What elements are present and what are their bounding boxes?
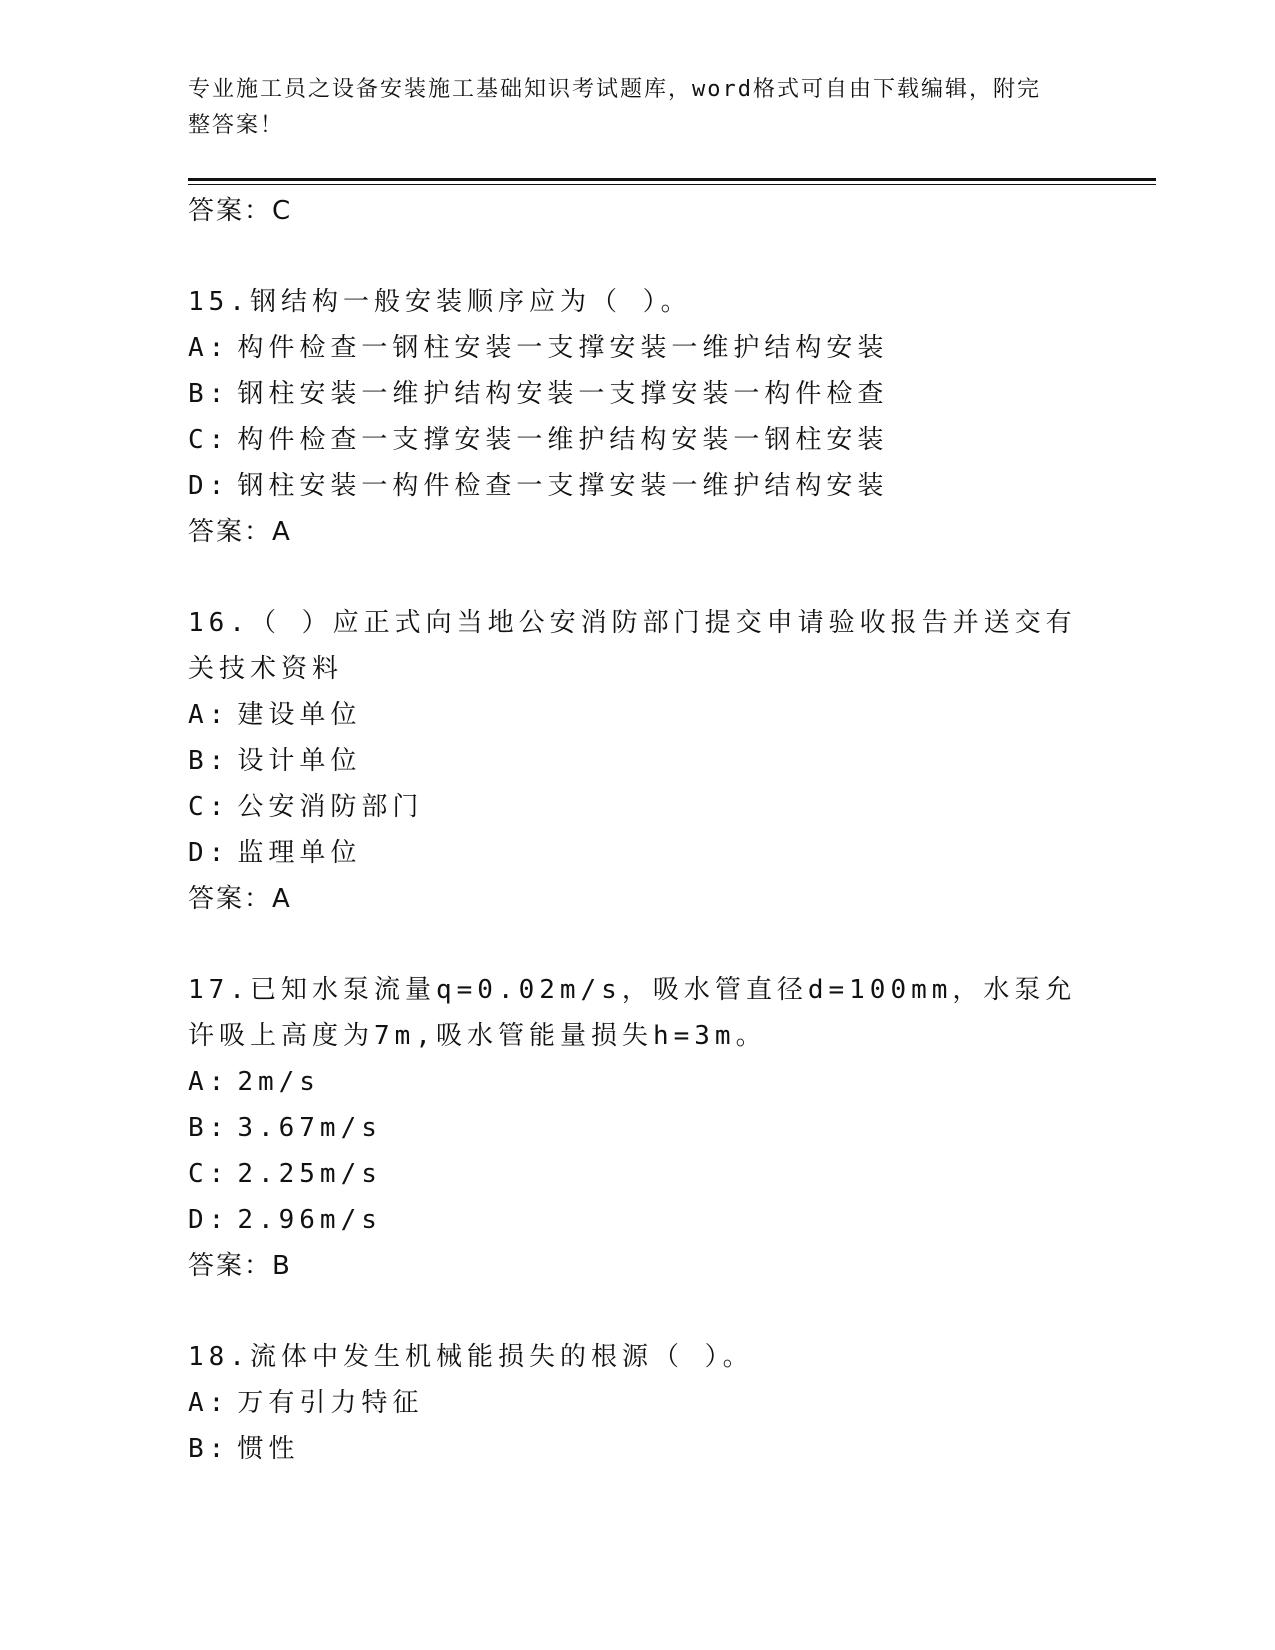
question-block xyxy=(188,967,1088,1289)
option-c xyxy=(188,784,1088,830)
option-key: A: xyxy=(188,1067,230,1097)
option-text: 惯性 xyxy=(237,1434,300,1464)
option-text: 建设单位 xyxy=(237,700,362,730)
option-key: B: xyxy=(188,746,230,776)
option-text: 2.25m/s xyxy=(237,1159,382,1189)
option-key: D: xyxy=(188,838,230,868)
option-text: 2m/s xyxy=(237,1067,320,1097)
option-key: B: xyxy=(188,379,230,409)
question-block xyxy=(188,1334,1088,1472)
header-line-1: 专业施工员之设备安装施工基础知识考试题库，word格式可自由下载编辑，附完 xyxy=(188,77,1041,102)
question-text: 17.已知水泵流量q=0.02m/s，吸水管直径d=100mm，水泵允许吸上高度为7m,吸水管能量损失h=3m。 xyxy=(188,975,1077,1051)
option-key: C: xyxy=(188,425,230,455)
option-b xyxy=(188,1105,1088,1151)
option-key: A: xyxy=(188,700,230,730)
option-c xyxy=(188,417,1088,463)
option-key: B: xyxy=(188,1434,230,1464)
option-b xyxy=(188,371,1088,417)
option-text: 设计单位 xyxy=(237,746,362,776)
option-b xyxy=(188,1426,1088,1472)
answer-line: 答案：C xyxy=(188,196,293,226)
question-text: 15.钢结构一般安装顺序应为（ ）。 xyxy=(188,287,692,317)
option-text: 钢柱安装一构件检查一支撑安装一维护结构安装 xyxy=(237,471,889,501)
option-text: 2.96m/s xyxy=(237,1205,382,1235)
option-c xyxy=(188,1151,1088,1197)
option-a xyxy=(188,325,1088,371)
option-b xyxy=(188,738,1088,784)
option-text: 公安消防部门 xyxy=(237,792,424,822)
option-d xyxy=(188,463,1088,509)
option-d xyxy=(188,1197,1088,1243)
option-key: D: xyxy=(188,471,230,501)
option-a xyxy=(188,1380,1088,1426)
answer-line: 答案：B xyxy=(188,1251,292,1281)
option-a xyxy=(188,1059,1088,1105)
option-key: C: xyxy=(188,792,230,822)
answer-line: 答案：A xyxy=(188,517,292,547)
question-text: 18.流体中发生机械能损失的根源（ ）。 xyxy=(188,1342,754,1372)
answer-line: 答案：A xyxy=(188,884,292,914)
option-text: 3.67m/s xyxy=(237,1113,382,1143)
option-key: A: xyxy=(188,1388,230,1418)
question-list xyxy=(188,188,1088,1472)
header-divider-thin xyxy=(188,184,1156,185)
option-a xyxy=(188,692,1088,738)
header-line-2: 整答案！ xyxy=(188,113,285,138)
document-header xyxy=(188,72,1088,144)
option-text: 钢柱安装一维护结构安装一支撑安装一构件检查 xyxy=(237,379,889,409)
question-text: 16.（ ）应正式向当地公安消防部门提交申请验收报告并送交有关技术资料 xyxy=(188,608,1077,684)
question-block xyxy=(188,279,1088,555)
option-text: 万有引力特征 xyxy=(237,1388,424,1418)
option-d xyxy=(188,830,1088,876)
option-text: 监理单位 xyxy=(237,838,362,868)
option-text: 构件检查一支撑安装一维护结构安装一钢柱安装 xyxy=(237,425,889,455)
option-key: D: xyxy=(188,1205,230,1235)
question-block xyxy=(188,600,1088,922)
option-key: B: xyxy=(188,1113,230,1143)
option-key: C: xyxy=(188,1159,230,1189)
header-divider xyxy=(188,178,1156,181)
option-text: 构件检查一钢柱安装一支撑安装一维护结构安装 xyxy=(237,333,889,363)
option-key: A: xyxy=(188,333,230,363)
